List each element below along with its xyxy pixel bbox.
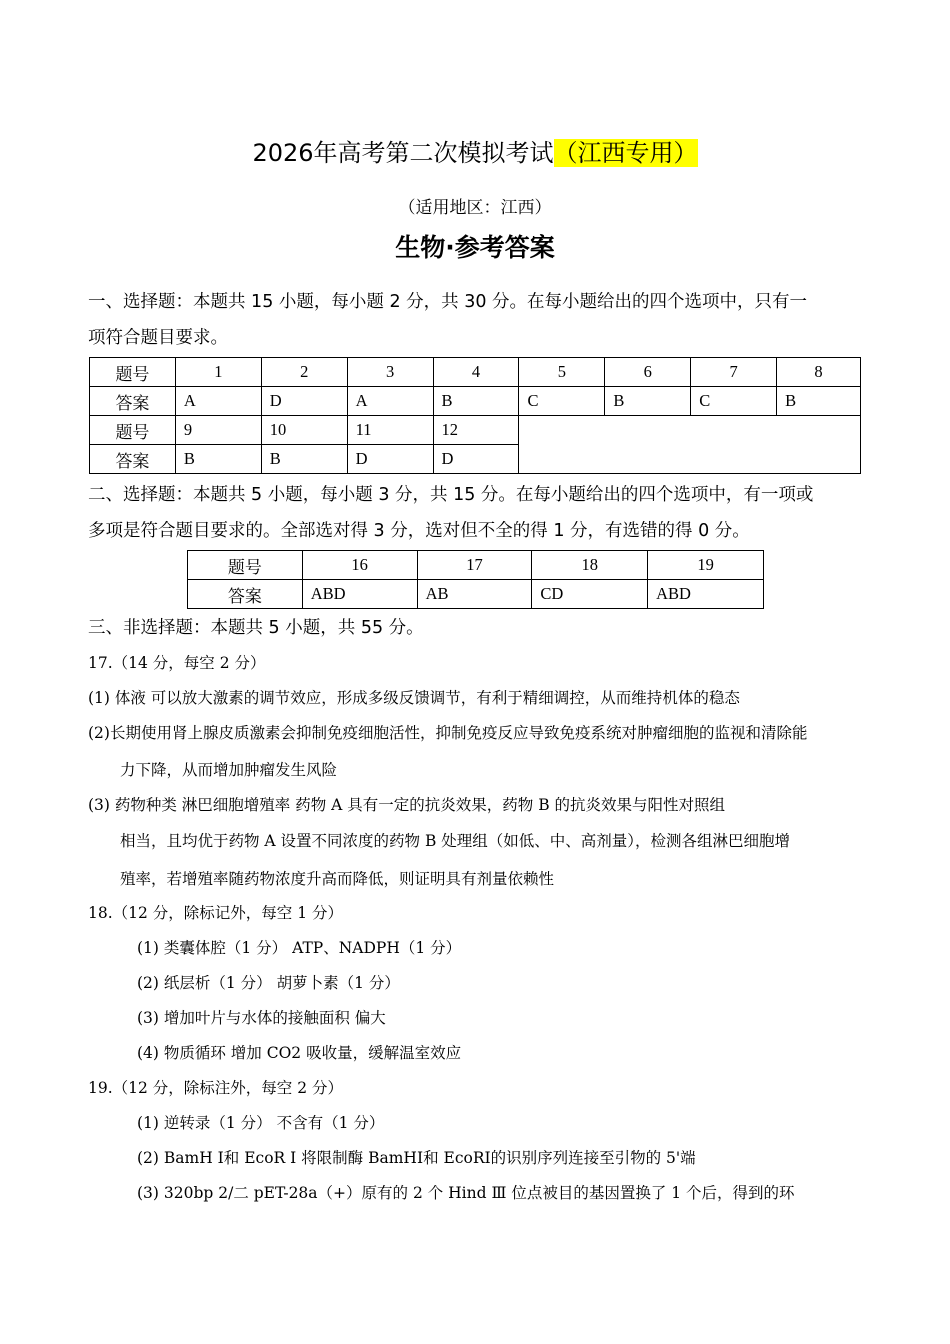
section2-heading-line1: 二、选择题：本题共 5 小题，每小题 3 分，共 15 分。在每小题给出的四个选项中，有一项或 <box>88 485 814 505</box>
table-cell: B <box>433 387 519 416</box>
table-cell: 6 <box>605 358 691 387</box>
q19-line: (2) BamH Ⅰ和 EcoR Ⅰ 将限制酶 BamHⅠ和 EcoRⅠ的识别序列连接至引物的 5'端 <box>137 1149 696 1167</box>
table-cell: D <box>261 387 347 416</box>
table-cell: 4 <box>433 358 519 387</box>
q17-line: 相当，且均优于药物 A 设置不同浓度的药物 B 处理组（如低、中、高剂量），检测各组淋巴细胞增 <box>120 832 791 850</box>
q18-line: (2) 纸层析（1 分） 胡萝卜素（1 分） <box>137 974 400 992</box>
table-cell: B <box>175 445 261 474</box>
table-row <box>188 551 764 580</box>
table-cell: 17 <box>417 551 532 580</box>
table-cell: A <box>175 387 261 416</box>
title-highlight: （江西专用） <box>553 139 698 167</box>
table-cell: C <box>519 387 605 416</box>
q19-line: (3) 320bp 2/二 pET-28a（+）原有的 2 个 Hind Ⅲ 位点被目的基因置换了 1 个后，得到的环 <box>137 1184 795 1202</box>
q17-header: 17.（14 分，每空 2 分） <box>88 654 266 672</box>
section3-heading: 三、非选择题：本题共 5 小题，共 55 分。 <box>88 618 424 638</box>
q19-line: (1) 逆转录（1 分） 不含有（1 分） <box>137 1114 385 1132</box>
q18-line: (3) 增加叶片与水体的接触面积 偏大 <box>137 1009 386 1027</box>
table-cell: 18 <box>532 551 648 580</box>
table-header-cell: 题号 <box>90 358 176 387</box>
table-row <box>90 416 861 445</box>
q18-line: (1) 类囊体腔（1 分） ATP、NADPH（1 分） <box>137 939 462 957</box>
section1-heading-line2: 项符合题目要求。 <box>88 328 228 348</box>
table-header-cell: 答案 <box>90 387 176 416</box>
table-cell: B <box>261 445 347 474</box>
table-cell: ABD <box>648 580 764 609</box>
table-cell: B <box>777 387 861 416</box>
table-row <box>188 580 764 609</box>
table-header-cell: 题号 <box>188 551 303 580</box>
q18-header: 18.（12 分，除标记外，每空 1 分） <box>88 904 344 922</box>
table-cell: C <box>691 387 777 416</box>
q17-line: (1) 体液 可以放大激素的调节效应，形成多级反馈调节，有利于精细调控，从而维持机体的稳态 <box>88 689 740 707</box>
q17-line: 力下降，从而增加肿瘤发生风险 <box>120 761 338 779</box>
table-cell: 9 <box>175 416 261 445</box>
table-empty-cell <box>519 416 861 474</box>
table-cell: D <box>347 445 433 474</box>
q17-line: (2)长期使用肾上腺皮质激素会抑制免疫细胞活性，抑制免疫反应导致免疫系统对肿瘤细胞的监视和清除能 <box>88 724 808 742</box>
table-cell: 11 <box>347 416 433 445</box>
table-cell: 16 <box>302 551 417 580</box>
table-cell: CD <box>532 580 648 609</box>
table-row <box>90 358 861 387</box>
table-cell: 12 <box>433 416 519 445</box>
table-cell: 19 <box>648 551 764 580</box>
section2-answer-table <box>187 550 764 609</box>
table-header-cell: 题号 <box>90 416 176 445</box>
table-cell: 2 <box>261 358 347 387</box>
table-row <box>90 387 861 416</box>
table-cell: AB <box>417 580 532 609</box>
q19-header: 19.（12 分，除标注外，每空 2 分） <box>88 1079 344 1097</box>
table-cell: 3 <box>347 358 433 387</box>
table-cell: ABD <box>302 580 417 609</box>
q17-line: 殖率，若增殖率随药物浓度升高而降低，则证明具有剂量依赖性 <box>120 870 555 888</box>
table-cell: A <box>347 387 433 416</box>
table-cell: D <box>433 445 519 474</box>
table-cell: 1 <box>175 358 261 387</box>
table-header-cell: 答案 <box>188 580 303 609</box>
region-note: （适用地区：江西） <box>398 198 552 218</box>
table-cell: 10 <box>261 416 347 445</box>
page-title <box>0 133 950 168</box>
table-cell: 8 <box>777 358 861 387</box>
section1-answer-table <box>89 357 861 474</box>
title-main: 2026年高考第二次模拟考试 <box>252 139 554 167</box>
table-cell: 5 <box>519 358 605 387</box>
q17-line: (3) 药物种类 淋巴细胞增殖率 药物 A 具有一定的抗炎效果，药物 B 的抗炎效果与阳性对照组 <box>88 796 726 814</box>
q18-line: (4) 物质循环 增加 CO2 吸收量，缓解温室效应 <box>137 1044 462 1062</box>
table-header-cell: 答案 <box>90 445 176 474</box>
section2-heading-line2: 多项是符合题目要求的。全部选对得 3 分，选对但不全的得 1 分，有选错的得 0 分。 <box>88 521 750 541</box>
subject-title: 生物·参考答案 <box>395 233 555 262</box>
table-cell: 7 <box>691 358 777 387</box>
section1-heading-line1: 一、选择题：本题共 15 小题，每小题 2 分，共 30 分。在每小题给出的四个选项中，只有一 <box>88 292 808 312</box>
table-cell: B <box>605 387 691 416</box>
